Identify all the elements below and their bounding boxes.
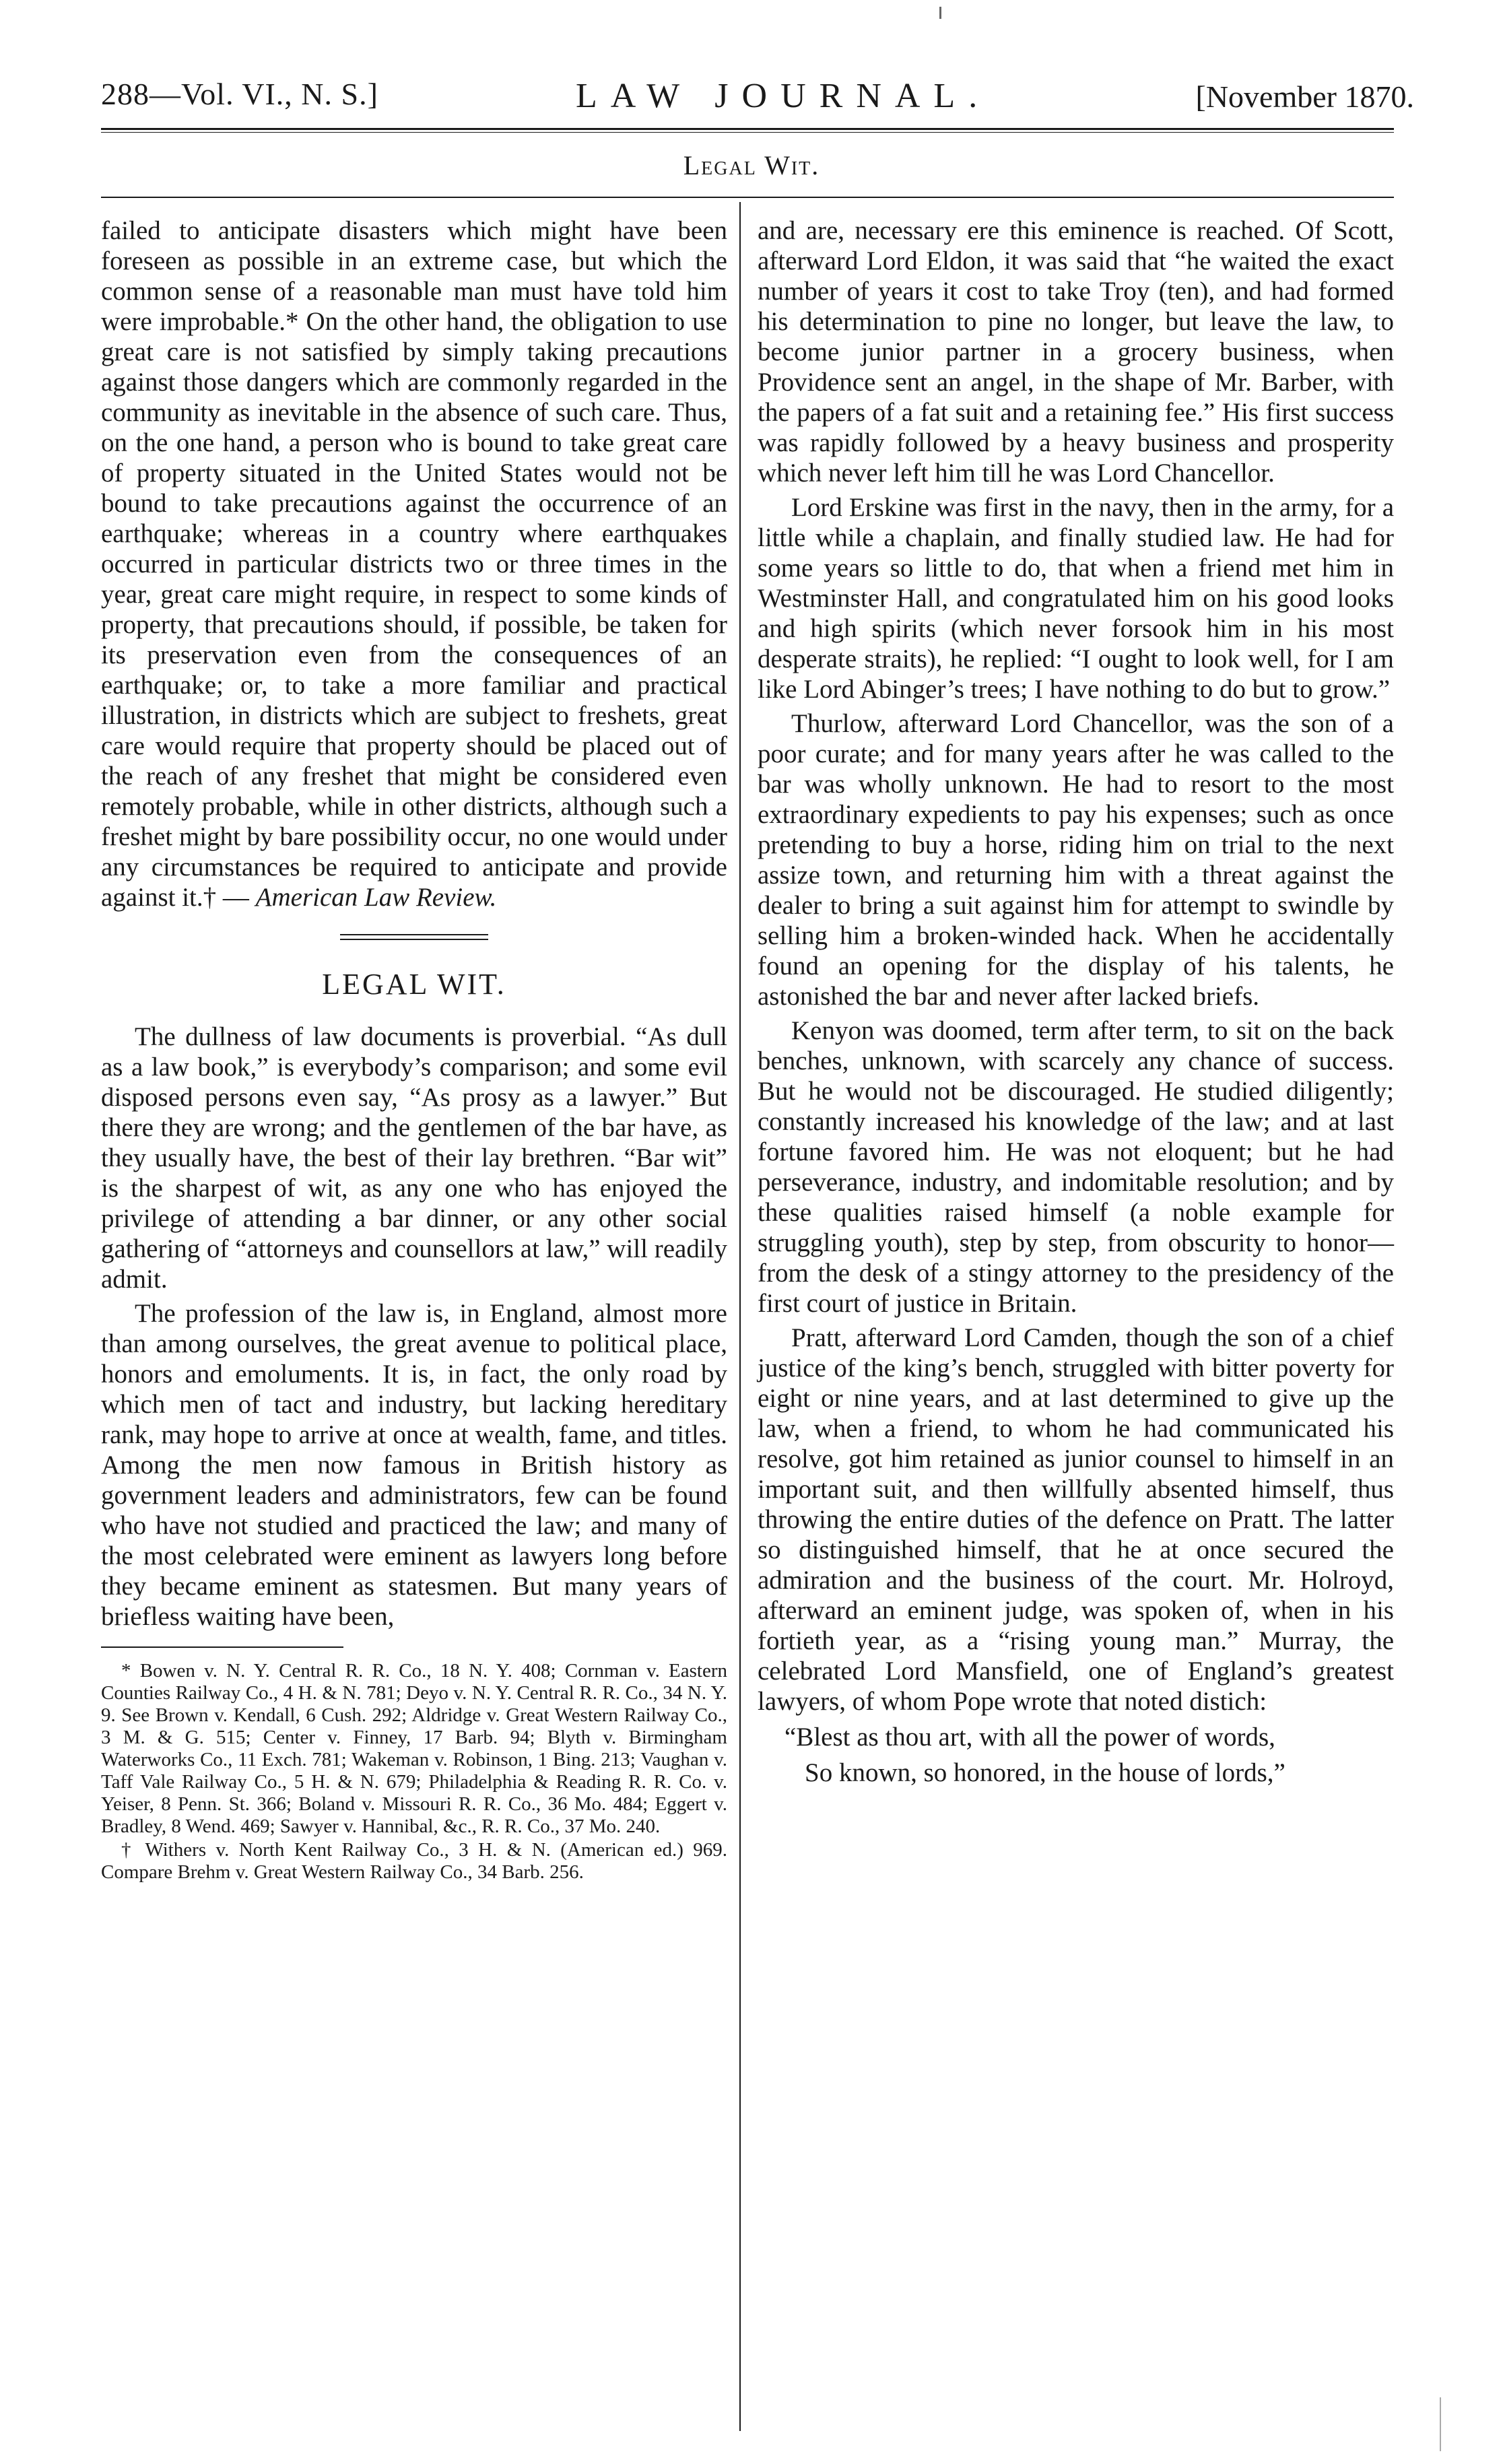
- binding-edge-mark: [1440, 2397, 1446, 2451]
- citation-source: American Law Review.: [255, 883, 497, 912]
- issue-date: [November 1870.: [1195, 79, 1414, 114]
- column-divider: [739, 202, 741, 2431]
- title-rule: [101, 197, 1394, 198]
- article-paragraph: The profession of the law is, in England, almost more than among ourselves, the great avenue to political place, honors and emoluments. It is, in fact, the only road by which men of tact and industry, but lacking hereditary rank, may hope to arrive at once at wealth, fame, and titles. Among the men now famous in British history as government leaders and administrators, few can be found who have not studied and practiced the law; and many of the most celebrated were eminent as lawyers long before they became eminent as statesmen. But many years of briefless waiting have been,: [101, 1299, 727, 1631]
- article-paragraph: Pratt, afterward Lord Camden, though the son of a chief justice of the king’s bench, struggled with bitter poverty for eight or nine years, and at last determined to give up the law, when a friend, to whom he had communicated his resolve, got him retained as junior counsel to himself in an important suit, and then willfully absented himself, thus throwing the entire duties of the defence on Pratt. The latter so distinguished himself, that he at once secured the admiration and the business of the court. Mr. Holroyd, afterward an eminent judge, was spoken of, when in his fortieth year, as a “rising young man.” Murray, the celebrated Lord Mansfield, one of England’s greatest lawyers, of whom Pope wrote that noted distich:: [758, 1323, 1394, 1716]
- section-separator-lower: [340, 939, 488, 940]
- section-separator: [340, 934, 488, 935]
- continued-paragraph-text: failed to anticipate disasters which might have been foreseen as possible in an extreme case, but which the common sense of a reasonable man must have told him were improbable.* On the other hand, the obligation to use great care is not satisfied by simply taking precautions against those dangers which are commonly regarded in the community as inevitable in the absence of such care. Thus, on the one hand, a person who is bound to take great care of property situated in the United States would not be bound to take precautions against the occurrence of an earthquake; whereas in a country where earthquakes occurred in particular districts two or three times in the year, great care might require, in respect to some kinds of property, that precautions should, if possible, be taken for its preservation even from the consequences of an earthquake; or, to take a more familiar and practical illustration, in districts which are subject to freshets, great care would require that property should be placed out of the reach of any freshet that might be considered even remotely probable, while in other districts, although such a freshet might by bare possibility occur, no one would under any circumstances be required to anticipate and provide against it.† —: [101, 216, 727, 912]
- running-title: Legal Wit.: [683, 150, 820, 180]
- left-column: [101, 215, 727, 1885]
- verse-quote-line: “Blest as thou art, with all the power of words,: [784, 1723, 1275, 1752]
- article-paragraph: Lord Erskine was first in the navy, then in the army, for a little while a chaplain, and finally studied law. He had for some years so little to do, that when a friend met him in Westminster Hall, and congratulated him on his good looks and high spirits (which never forsook him in his most desperate straits), he replied: “I ought to look well, for I am like Lord Abinger’s trees; I have nothing to do but to grow.”: [758, 493, 1394, 704]
- journal-title: LAW JOURNAL.: [576, 77, 991, 115]
- footnote: * Bowen v. N. Y. Central R. R. Co., 18 N. Y. 408; Cornman v. Eastern Counties Railway Co., 4 H. & N. 781; Deyo v. N. Y. Central R. R. Co., 34 N. Y. 9. See Brown v. Kendall, 6 Cush. 292; Aldridge v. Great Western Railway Co., 3 M. & G. 515; Center v. Finney, 17 Barb. 94; Blyth v. Birmingham Waterworks Co., 11 Exch. 781; Wakeman v. Robinson, 1 Bing. 213; Vaughan v. Taff Vale Railway Co., 5 H. & N. 679; Philadelphia & Reading R. R. Co. v. Yeiser, 8 Penn. St. 366; Boland v. Missouri R. R. Co., 36 Mo. 484; Eggert v. Bradley, 8 Wend. 469; Sawyer v. Hannibal, &c., R. R. Co., 37 Mo. 240.: [101, 1660, 727, 1837]
- right-column: [758, 215, 1394, 1788]
- article-paragraph: Kenyon was doomed, term after term, to sit on the back benches, unknown, with scarcely any chance of success. But he would not be discouraged. He studied diligently; constantly increased his knowledge of the law; and at last fortune favored him. He was not eloquent; but he had perseverance, industry, and indomitable resolution; and by these qualities raised himself (a noble example for struggling youth), step by step, from obscurity to honor—from the desk of a stingy attorney to the presidency of the first court of justice in Britain.: [758, 1016, 1394, 1318]
- header-rule: [101, 128, 1394, 130]
- article-paragraph: The dullness of law documents is proverbial. “As dull as a law book,” is everybody’s comparison; and some evil disposed persons even say, “As prosy as a lawyer.” But there they are wrong; and the gentlemen of the bar have, as they usually have, the best of their lay brethren. “Bar wit” is the sharpest of wit, as any one who has enjoyed the privilege of attending a bar dinner, or any other social gathering of “attorneys and counsellors at law,” will readily admit.: [101, 1022, 727, 1294]
- page-number-volume: 288—Vol. VI., N. S.]: [101, 77, 378, 111]
- article-paragraph: Thurlow, afterward Lord Chancellor, was the son of a poor curate; and for many years after he was called to the bar was wholly unknown. He had to resort to the most extraordinary expedients to pay his expenses; such as once pretending to buy a horse, riding him on trial to the next assize town, and returning him with a threat against the dealer to bring a suit against him for attempt to swindle by selling him a broken-winded hack. When he accidentally found an opening for the display of his talents, he astonished the bar and never after lacked briefs.: [758, 709, 1394, 1011]
- verse-quote-line: So known, so honored, in the house of lords,”: [805, 1758, 1285, 1787]
- continued-paragraph: [101, 215, 727, 912]
- page-header: [101, 71, 1414, 125]
- article-paragraph: and are, necessary ere this eminence is reached. Of Scott, afterward Lord Eldon, it was said that “he waited the exact number of years it cost to take Troy (ten), and had formed his determination to pine no longer, but leave the law, to become junior partner in a grocery business, when Providence sent an angel, in the shape of Mr. Barber, with the papers of a fat suit and a retaining fee.” His first success was rapidly followed by a heavy business and prosperity which never left him till he was Lord Chancellor.: [758, 216, 1394, 488]
- footnote-rule: [101, 1646, 343, 1648]
- footnote: † Withers v. North Kent Railway Co., 3 H. & N. (American ed.) 969. Compare Brehm v. Great Western Railway Co., 34 Barb. 256.: [101, 1839, 727, 1883]
- scan-mark: [939, 7, 941, 19]
- section-title: LEGAL WIT.: [322, 968, 506, 1001]
- header-rule-thin: [101, 132, 1394, 133]
